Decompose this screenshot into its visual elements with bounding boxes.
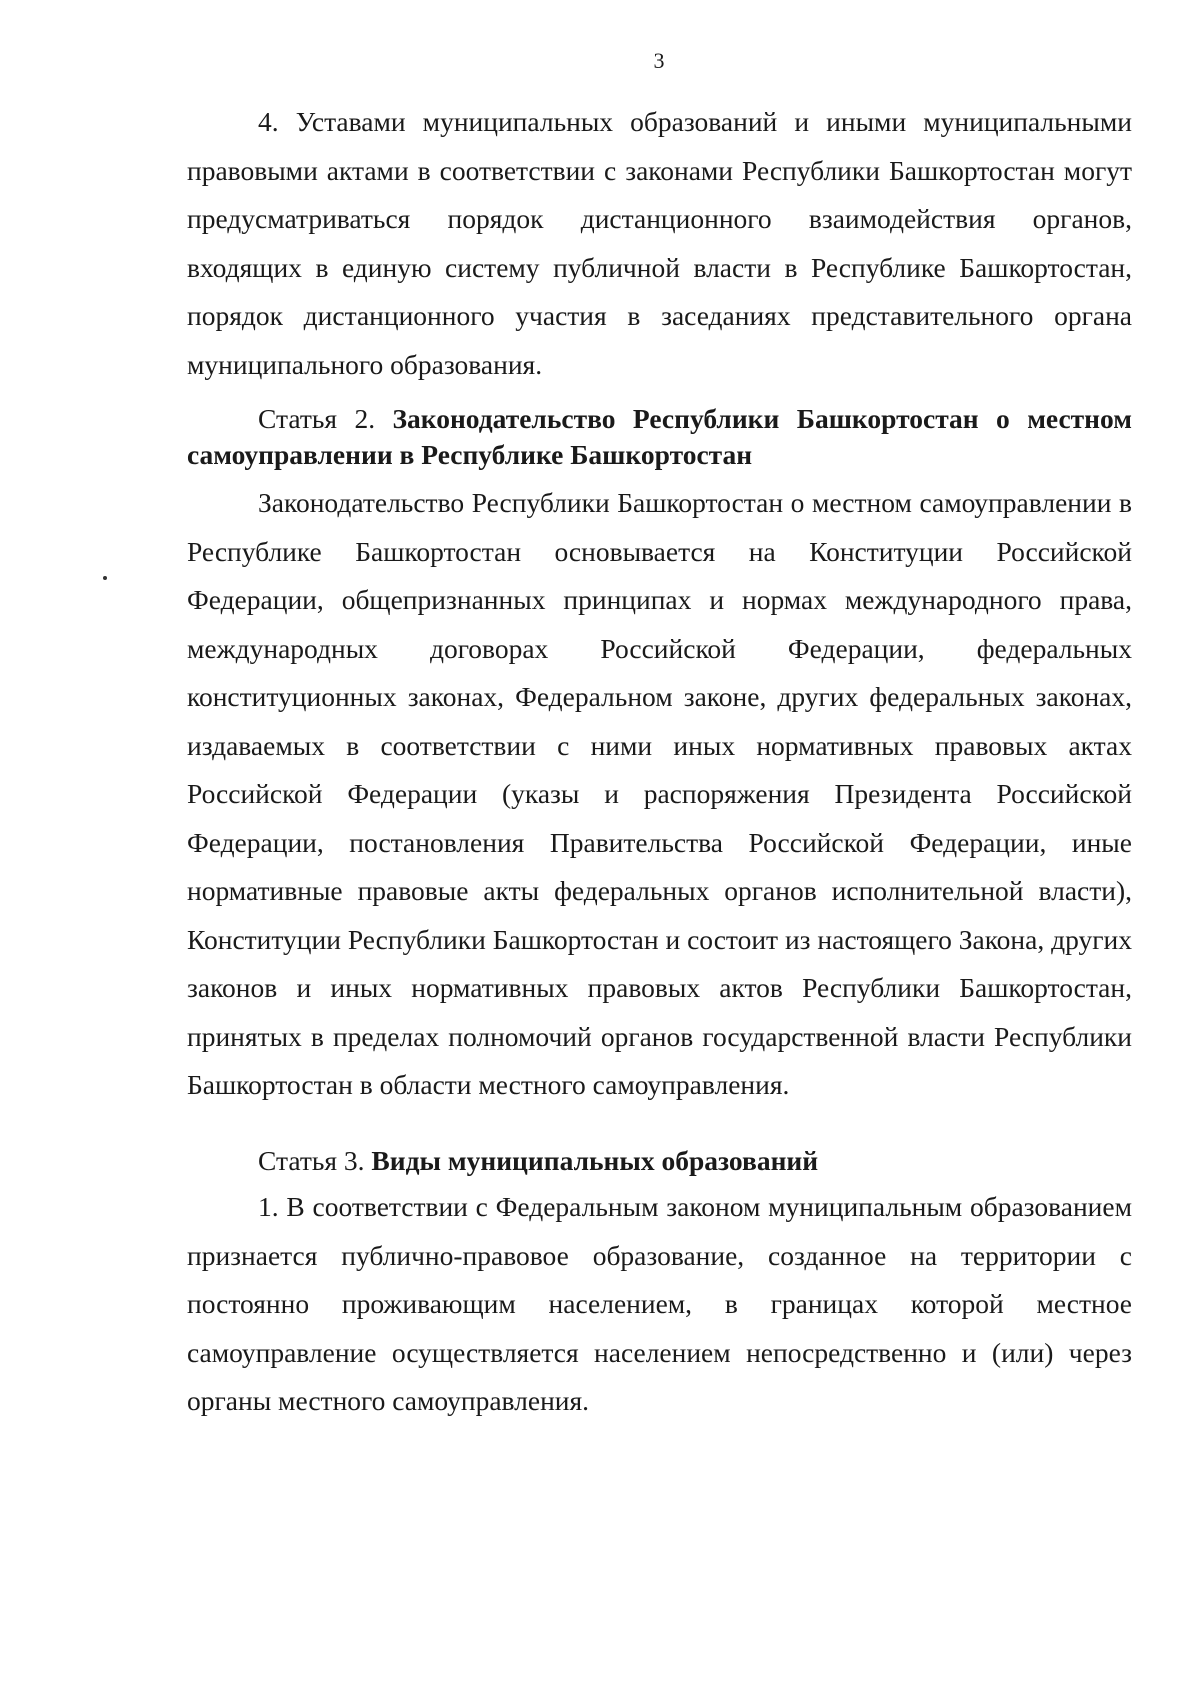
article-3-body: 1. В соответствии с Федеральным законом муниципальным образованием признается публично-правовое образование, созданное на территории с постоянно проживающим населением, в границах которой местное самоуправление осуществляется населением непосредственно и (или) через органы местного самоуправления. xyxy=(187,1191,1132,1416)
article-2-body-block xyxy=(187,479,1132,1110)
article-3-heading xyxy=(187,1143,1132,1179)
article-3-heading-block xyxy=(187,1143,1132,1179)
page-number: 3 xyxy=(653,48,665,73)
article-2-heading-block xyxy=(187,401,1132,473)
article-3-body-block xyxy=(187,1183,1132,1426)
article-3-prefix: Статья 3. xyxy=(258,1145,372,1176)
article-2-body: Законодательство Республики Башкортостан о местном самоуправлении в Республике Башкортостан основывается на Конституции Российской Федерации, общепризнанных принципах и нормах международного права, международных договорах Российской Федерации, федеральных конституционных законах, Федеральном законе, других федеральных законах, издаваемых в соответствии с ними иных нормативных правовых актах Российской Федерации (указы и распоряжения Президента Российской Федерации, постановления Правительства Российской Федерации, иные нормативные правовые акты федеральных органов исполнительной власти), Конституции Республики Башкортостан и состоит из настоящего Закона, других законов и иных нормативных правовых актов Республики Башкортостан, принятых в пределах полномочий органов государственной власти Республики Башкортостан в области местного самоуправления. xyxy=(187,487,1132,1100)
article-2-prefix: Статья 2. xyxy=(258,403,393,434)
article-2-title: Законодательство Республики Башкортостан о местном самоуправлении в Республике Башкортостан xyxy=(187,403,1132,470)
article-2-heading xyxy=(187,401,1132,473)
paragraph-4: 4. Уставами муниципальных образований и иными муниципальными правовыми актами в соответствии с законами Республики Башкортостан могут предусматриваться порядок дистанционного взаимодействия органов, входящих в единую систему публичной власти в Республике Башкортостан, порядок дистанционного участия в заседаниях представительного органа муниципального образования. xyxy=(187,106,1132,380)
paragraph-4-block xyxy=(187,98,1132,389)
article-3-title: Виды муниципальных образований xyxy=(371,1145,819,1176)
scan-speck xyxy=(103,576,107,580)
